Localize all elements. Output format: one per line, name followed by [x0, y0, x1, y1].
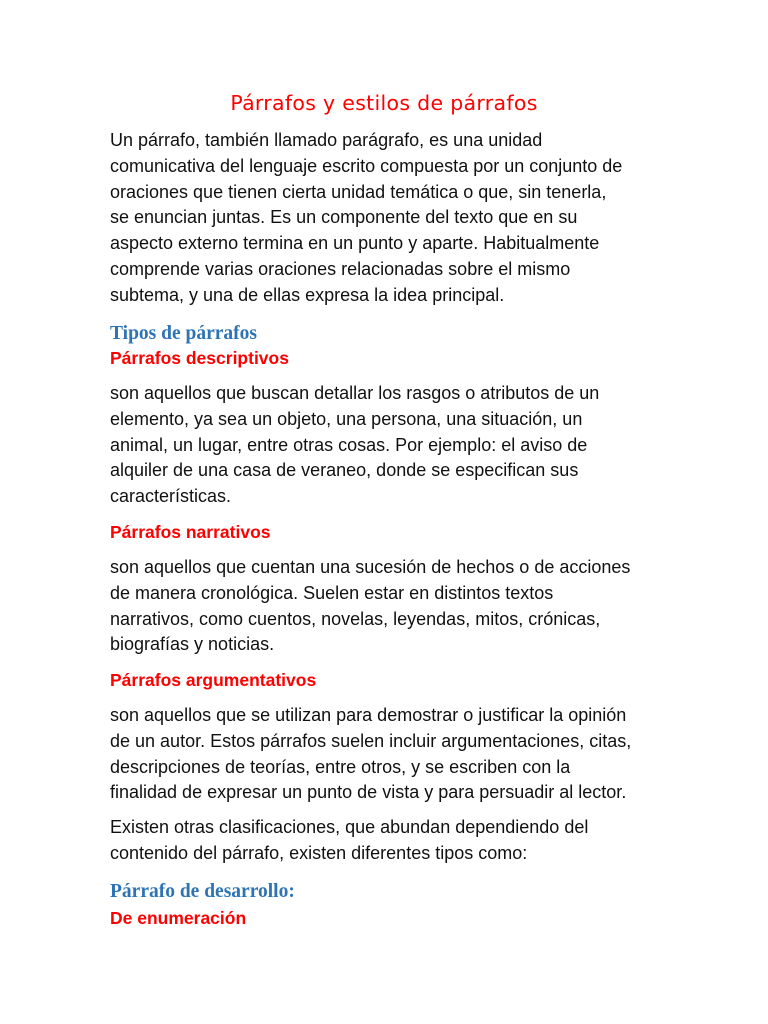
types-heading: Tipos de párrafos	[110, 323, 257, 344]
narrative-paragraph	[110, 555, 670, 658]
enumeration-heading: De enumeración	[110, 908, 247, 928]
other-line: Existen otras clasificaciones, que abundan dependiendo del	[110, 817, 589, 837]
intro-line: comunicativa del lenguaje escrito compuesta por un conjunto de	[110, 155, 623, 176]
narrative-line: son aquellos que cuentan una sucesión de hechos o de acciones	[110, 557, 631, 577]
descriptive-line: alquiler de una casa de veraneo, donde se especifican sus	[110, 460, 579, 481]
descriptive-line: animal, un lugar, entre otras cosas. Por ejemplo: el aviso de	[110, 434, 588, 455]
argumentative-paragraph	[110, 703, 670, 806]
narrative-line: biografías y noticias.	[110, 634, 275, 655]
intro-line: oraciones que tienen cierta unidad temática o que, sin tenerla,	[110, 181, 607, 202]
intro-line: aspecto externo termina en un punto y aparte. Habitualmente	[110, 233, 600, 254]
other-line: contenido del párrafo, existen diferentes tipos como:	[110, 842, 528, 863]
narrative-line: narrativos, como cuentos, novelas, leyendas, mitos, crónicas,	[110, 608, 601, 629]
intro-line: Un párrafo, también llamado parágrafo, es una unidad	[110, 130, 543, 150]
intro-line: comprende varias oraciones relacionadas sobre el mismo	[110, 258, 571, 279]
descriptive-paragraph	[110, 381, 670, 510]
argumentative-line: descripciones de teorías, entre otros, y se escriben con la	[110, 756, 571, 777]
descriptive-line: elemento, ya sea un objeto, una persona, una situación, un	[110, 408, 583, 429]
document-title: Párrafos y estilos de párrafos	[230, 91, 538, 115]
other-classifications-paragraph	[110, 815, 670, 867]
intro-line: subtema, y una de ellas expresa la idea principal.	[110, 284, 505, 305]
argumentative-line: son aquellos que se utilizan para demostrar o justificar la opinión	[110, 705, 627, 725]
argumentative-line: finalidad de expresar un punto de vista y para persuadir al lector.	[110, 782, 627, 803]
descriptive-line: características.	[110, 486, 232, 507]
narrative-heading: Párrafos narrativos	[110, 522, 271, 542]
intro-line: se enuncian juntas. Es un componente del texto que en su	[110, 207, 578, 228]
argumentative-line: de un autor. Estos párrafos suelen incluir argumentaciones, citas,	[110, 730, 632, 751]
descriptive-heading: Párrafos descriptivos	[110, 348, 289, 368]
argumentative-heading: Párrafos argumentativos	[110, 670, 317, 690]
intro-paragraph	[110, 128, 670, 309]
narrative-line: de manera cronológica. Suelen estar en distintos textos	[110, 582, 554, 603]
descriptive-line: son aquellos que buscan detallar los rasgos o atributos de un	[110, 383, 600, 403]
development-heading: Párrafo de desarrollo:	[110, 881, 295, 902]
